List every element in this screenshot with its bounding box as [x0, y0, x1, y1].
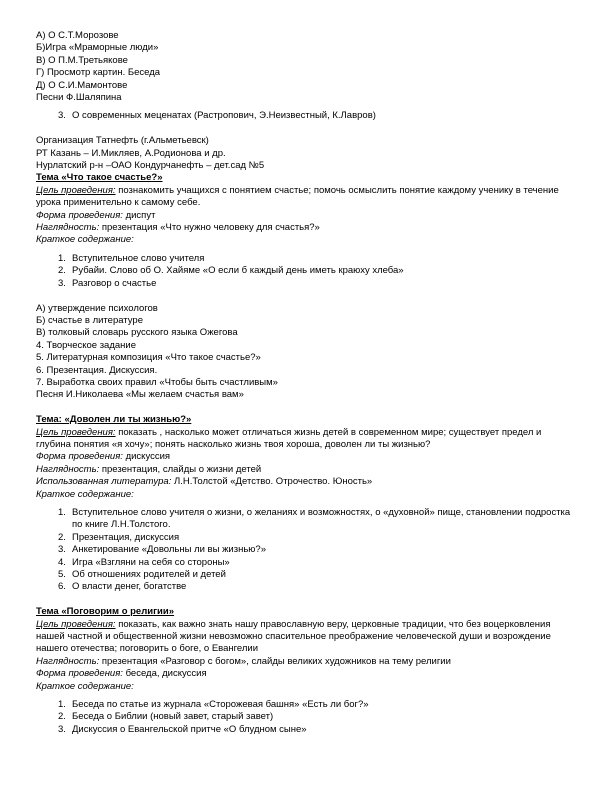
list-item: 3. Анкетирование «Довольны ли вы жизнью?» [58, 544, 266, 556]
summary-list [36, 253, 576, 290]
sub-line: 5. Литературная композиция «Что такое счастье?» [36, 352, 261, 364]
org-line: Организация Татнефть (г.Альметьевск) [36, 135, 209, 147]
intro-line: Д) О С.И.Мамонтове [36, 79, 128, 91]
summary-list [36, 507, 576, 594]
visuals: Наглядность: презентация «Разговор с богом», слайды великих художников на тему религии [36, 655, 451, 667]
goal: Цель проведения: показать, как важно знать нашу православную веру, церковные традиции, что без воцерковления нашей частной и общественной жизни невозможно спасительное преображение человеческой души и возрождение нашего отечества; поговорить о боге, о Евангелии [36, 618, 551, 655]
list-item: 2. Беседа о Библии (новый завет, старый завет) [58, 711, 274, 723]
sub-line: 6. Презентация. Дискуссия. [36, 364, 158, 376]
organizations-block [36, 135, 576, 172]
list-item: 2. Рубайи. Слово об О. Хайяме «О если б каждый день иметь краюху хлеба» [58, 265, 404, 277]
org-line: РТ Казань – И.Микляев, А.Родионова и др. [36, 147, 226, 159]
sub-line: Песня И.Николаева «Мы желаем счастья вам» [36, 389, 244, 401]
summary-label: Краткое содержание: [36, 234, 134, 246]
sub-line: 4. Творческое задание [36, 339, 137, 351]
topic-life-satisfaction [36, 414, 576, 594]
intro-line: Песни Ф.Шаляпина [36, 92, 122, 104]
item-3-list [36, 110, 576, 122]
visuals: Наглядность: презентация, слайды о жизни детей [36, 463, 262, 475]
list-item: 3. О современных меценатах (Растропович, Э.Неизвестный, К.Лавров) [58, 110, 376, 122]
literature: Использованная литература: Л.Н.Толстой «Детство. Отрочество. Юность» [36, 476, 373, 488]
topic-title: Тема: «Доволен ли ты жизнью?» [36, 414, 192, 426]
sub-line: В) толковый словарь русского языка Ожегова [36, 327, 238, 339]
org-line: Нурлатский р-н –ОАО Кондурчанефть – дет.сад №5 [36, 160, 265, 172]
topic-title: Тема «Поговорим о религии» [36, 606, 175, 618]
goal: Цель проведения: познакомить учащихся с понятием счастье; помочь осмыслить понятие каждому ученику в течение урока применительно к самому себе. [36, 184, 559, 209]
list-item: 3. Дискуссия о Евангельской притче «О блудном сыне» [58, 723, 307, 735]
intro-list [36, 30, 576, 104]
list-item: 1. Вступительное слово учителя о жизни, о желаниях и возможностях, о «духовной» пище, становлении подростка по книге Л.Н.Толстого. [58, 506, 571, 531]
intro-line: Г) Просмотр картин. Беседа [36, 67, 161, 79]
list-item: 4. Игра «Взгляни на себя со стороны» [58, 556, 230, 568]
intro-line: Б)Игра «Мраморные люди» [36, 42, 159, 54]
form: Форма проведения: беседа, дискуссия [36, 668, 207, 680]
list-item: 5. Об отношениях родителей и детей [58, 569, 226, 581]
summary-list [36, 699, 576, 736]
goal: Цель проведения: показать , насколько может отличаться жизнь детей в современном мире; существует предел и глубина понятия «я хочу»; понять насколько жизнь твоя хороша, доволен ли ты жизнью? [36, 426, 542, 450]
topic-happiness [36, 172, 576, 401]
summary-label: Краткое содержание: [36, 488, 134, 500]
list-item: 1. Беседа по статье из журнала «Сторожевая башня» «Есть ли бог?» [58, 699, 369, 711]
topic-religion [36, 606, 576, 736]
summary-label: Краткое содержание: [36, 680, 134, 692]
sub-list [36, 303, 576, 402]
intro-line: В) О П.М.Третьякове [36, 54, 128, 66]
sub-line: 7. Выработка своих правил «Чтобы быть счастливым» [36, 376, 278, 388]
document-page [36, 30, 576, 736]
list-item: 2. Презентация, дискуссия [58, 531, 180, 543]
intro-line: А) О С.Т.Морозове [36, 30, 119, 41]
list-item: 1. Вступительное слово учителя [58, 252, 205, 264]
topic-title: Тема «Что такое счастье?» [36, 172, 163, 184]
sub-line: А) утверждение психологов [36, 302, 158, 314]
list-item: 6. О власти денег, богатстве [58, 581, 187, 593]
visuals: Наглядность: презентация «Что нужно человеку для счастья?» [36, 222, 320, 234]
form: Форма проведения: дискуссия [36, 451, 171, 463]
form: Форма проведения: диспут [36, 209, 156, 221]
sub-line: Б) счастье в литературе [36, 314, 143, 326]
list-item: 3. Разговор о счастье [58, 277, 157, 289]
